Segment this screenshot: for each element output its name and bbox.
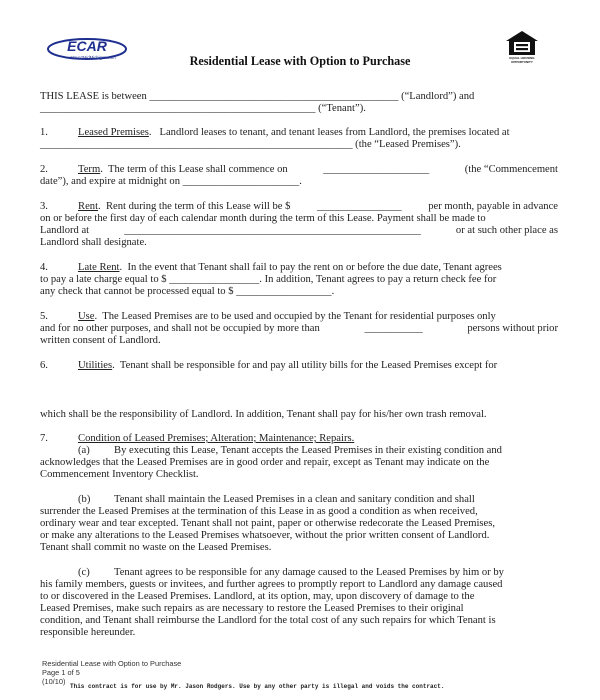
section-7c-line-1: (c) Tenant agrees to be responsible for any damage caused to the Leased Premises by him or by [78, 567, 504, 578]
subsection-label: (b) [78, 494, 91, 505]
tenant-name-field[interactable]: ____________________________________________________ [40, 103, 316, 114]
landlord-name-field[interactable]: _______________________________________________ [149, 91, 399, 102]
section-7b-line-5: Tenant shall commit no waste on the Leased Premises. [40, 542, 272, 553]
section-3-line-4: Landlord shall designate. [40, 237, 147, 248]
section-3-line-2: on or before the first day of each calendar month during the term of this Lease. Payment shall be made to [40, 213, 486, 224]
section-1-line-1: 1. Leased Premises. Landlord leases to tenant, and tenant leases from Landlord, the premises located at [40, 127, 510, 138]
intro-line-1: THIS LEASE is between _______________________________________________ (“Landlord”) and [40, 91, 475, 102]
max-occupants-field[interactable]: ___________ [364, 323, 423, 334]
expiration-date-field[interactable]: ______________________ [182, 176, 300, 187]
section-4-line-1: 4. Late Rent. In the event that Tenant shall fail to pay the rent on or before the due date, Tenant agrees [40, 262, 502, 273]
document-title: Residential Lease with Option to Purchase [189, 54, 411, 68]
footer-revision: (10/10) [42, 677, 66, 686]
payment-address-field[interactable]: ________________________________________________________ [124, 225, 421, 236]
section-7c-line-5: condition, and Tenant shall reimburse the Landlord for the total cost of any such repairs for which Tenant is [40, 615, 496, 626]
logo-subtext: Move2MidMichigan.com [70, 55, 116, 60]
rent-amount-field[interactable]: ________________ [316, 201, 402, 212]
svg-text:OPPORTUNITY: OPPORTUNITY [511, 60, 533, 64]
section-number: 1. [40, 127, 48, 138]
section-5-line-1: 5. Use. The Leased Premises are to be used and occupied by the Tenant for residential purposes only [40, 311, 496, 322]
section-3-line-1: 3. Rent. Rent during the term of this Lease will be $ ________________ per month, payable in advance [40, 201, 558, 212]
section-4-line-2: to pay a late charge equal to $ _________________. In addition, Tenant agrees to pay a return check fee for [40, 274, 497, 285]
return-check-fee-field[interactable]: __________________ [236, 286, 332, 297]
section-heading: Leased Premises [78, 127, 149, 138]
section-7b-line-4: or make any alterations to the Leased Premises whatsoever, without the prior written consent of Landlord. [40, 530, 490, 541]
section-2-line-2: date”), and expire at midnight on ______________________. [40, 176, 302, 187]
footer-usage-notice: This contract is for use by Mr. Jason Rodgers. Use by any other party is illegal and voids the contract. [70, 683, 445, 690]
section-1-line-2: ___________________________________________________________ (the “Leased Premises”). [40, 139, 461, 150]
section-7-heading-line: 7. Condition of Leased Premises; Alteration; Maintenance; Repairs. [40, 433, 355, 444]
section-2-line-1: 2. Term. The term of this Lease shall commence on ____________________ (the “Commencement [40, 164, 558, 175]
section-7a-line-1: (a) By executing this Lease, Tenant accepts the Leased Premises in their existing condition and [78, 445, 502, 456]
subsection-label: (c) [78, 567, 90, 578]
section-7c-line-2: his family members, guests or invitees, and further agrees to promptly report to Landlord any damage caused [40, 579, 503, 590]
commencement-date-field[interactable]: ____________________ [323, 164, 430, 175]
footer-doc-title: Residential Lease with Option to Purchase [42, 659, 182, 668]
subsection-label: (a) [78, 445, 90, 456]
section-4-line-3: any check that cannot be processed equal to $ __________________. [40, 286, 335, 297]
section-7c-line-3: to or discovered in the Leased Premises. Landlord, at its option, may, upon discovery of damage to the [40, 591, 475, 602]
logo-text: ECAR [67, 38, 107, 54]
section-heading: Use [78, 311, 95, 322]
late-charge-field[interactable]: _________________ [169, 274, 260, 285]
section-heading: Condition of Leased Premises; Alteration; Maintenance; Repairs [78, 433, 352, 444]
utilities-exceptions-field[interactable] [40, 374, 558, 406]
section-7b-line-2: surrender the Leased Premises at the termination of this Lease in as good a condition as when received, [40, 506, 478, 517]
section-5-line-2: and for no other purposes, and shall not be occupied by more than ___________ persons without prior [40, 323, 558, 334]
footer-page-number: Page 1 of 5 [42, 668, 80, 677]
section-7c-line-6: responsible hereunder. [40, 627, 136, 638]
section-heading: Late Rent [78, 262, 120, 273]
intro-line-2: ____________________________________________________ (“Tenant”). [40, 103, 366, 114]
section-7c-line-4: Leased Premises, make such repairs as are necessary to restore the Leased Premises to their original [40, 603, 464, 614]
equal-housing-logo [502, 29, 542, 65]
section-3-line-3: Landlord at ________________________________________________________ or at such other place as [40, 225, 558, 236]
section-7b-line-1: (b) Tenant shall maintain the Leased Premises in a clean and sanitary condition and shall [78, 494, 475, 505]
section-7a-line-2: acknowledges that the Leased Premises are in good order and repair, except as Tenant may indicate on the [40, 457, 490, 468]
section-7a-line-3: Commencement Inventory Checklist. [40, 469, 199, 480]
section-heading: Term [78, 164, 101, 175]
section-heading: Utilities [78, 360, 113, 371]
premises-address-field[interactable]: ___________________________________________________________ [40, 139, 353, 150]
section-6-line-1: 6. Utilities. Tenant shall be responsible for and pay all utility bills for the Leased Premises except for [40, 360, 498, 371]
section-heading: Rent [78, 201, 99, 212]
section-5-line-3: written consent of Landlord. [40, 335, 161, 346]
svg-text:EQUAL HOUSING: EQUAL HOUSING [509, 56, 535, 60]
section-6-line-2: which shall be the responsibility of Landlord. In addition, Tenant shall pay for his/her own trash removal. [40, 409, 487, 420]
section-7b-line-3: ordinary wear and tear excepted. Tenant shall not paint, paper or otherwise redecorate the Leased Premises, [40, 518, 495, 529]
equal-housing-icon [502, 29, 542, 65]
